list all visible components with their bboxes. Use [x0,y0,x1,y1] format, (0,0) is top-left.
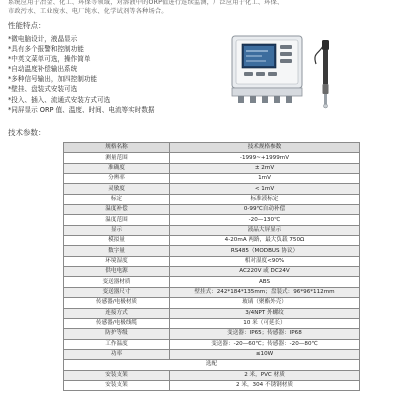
feature-item: *壁挂、盘装式安装可选 [8,85,78,94]
row-value: 相对湿度<90% [170,256,360,266]
row-label: 显示 [64,225,170,235]
row-label: 温度范围 [64,215,170,225]
header-cell: 规格名称 [64,143,170,153]
row-value: 壁挂式：242*184*135mm；盘装式：96*96*112mm [170,287,360,297]
row-value: 玻璃（聚酯外壳） [170,298,360,308]
row-value: 1mV [170,174,360,184]
table-row [64,318,360,328]
table-row [64,205,360,215]
row-value: -1999~+1999mV [170,153,360,163]
table-row [64,308,360,318]
feature-item: *具有多个报警和控制功能 [8,45,84,54]
features-list [8,34,238,115]
feature-item: *微电脑设计，液晶显示 [8,35,78,43]
row-label: 测量范围 [64,153,170,163]
table-row [64,236,360,246]
row-label: 供电电源 [64,267,170,277]
row-label: 数字量 [64,246,170,256]
feature-item: *投入、插入、流通式安装方式可选 [8,95,111,104]
row-value: 4-20mA 两路，最大负载 750Ω [170,236,360,246]
row-label: 标定 [64,194,170,204]
row-value: < 1mV [170,184,360,194]
row-value: ± 2mV [170,163,360,173]
table-row [64,277,360,287]
row-value: 标准液标定 [170,194,360,204]
intro-text [8,0,392,20]
table-row [64,246,360,256]
row-label: 灵敏度 [64,184,170,194]
row-label: 温度补偿 [64,205,170,215]
feature-item: *同屏显示 ORP 值、温度、时间、电流等实时数据 [8,105,155,114]
feature-item: *多种信号输出，加四控制功能 [8,75,98,84]
params-heading: 技术参数： [8,128,46,137]
row-value: AC220V 或 DC24V [170,267,360,277]
row-label: 环境湿度 [64,256,170,266]
table-row [64,287,360,297]
table-row [64,194,360,204]
row-label: 功率 [64,349,170,359]
row-value: 2 米，PVC 材质 [170,370,360,380]
row-label: 传感器/电极线缆 [64,318,170,328]
table-row [64,298,360,308]
row-label: 安装支架 [64,380,170,390]
row-value: 变送器：IP65；传感器：IP68 [170,329,360,339]
row-label: 安装支架 [64,370,170,380]
table-row [64,256,360,266]
row-label: 分辨率 [64,174,170,184]
row-value: RS485（MODBUS 协议） [170,246,360,256]
optional-section-label: 选配 [64,360,360,370]
table-row [64,184,360,194]
features-heading: 性能特点： [8,21,46,30]
table-row [64,370,360,380]
row-value: 0-99℃自动补偿 [170,205,360,215]
intro-line-2: 市政污水、工业废水、电厂纯水、化学试剂等各种场合。 [8,8,168,15]
table-row [64,329,360,339]
row-value: 3/4NPT 外螺纹 [170,308,360,318]
feature-item: *中英文菜单可选，操作简单 [8,55,91,64]
row-value: 10 米（可延长） [170,318,360,328]
row-value: ABS [170,277,360,287]
table-row [64,380,360,390]
row-label: 工作温度 [64,339,170,349]
table-row [64,174,360,184]
row-value: 2 米，304 不锈钢材质 [170,380,360,390]
row-label: 传感器/电极材质 [64,298,170,308]
row-value: -20—130℃ [170,215,360,225]
table-row [64,163,360,173]
table-row [64,215,360,225]
row-label: 变送器材质 [64,277,170,287]
row-value: ≤10W [170,349,360,359]
row-value: 液晶大屏显示 [170,225,360,235]
row-label: 准确度 [64,163,170,173]
row-label: 防护等级 [64,329,170,339]
feature-item: *自动温度补偿输出系统 [8,65,78,74]
table-header-row [64,143,360,153]
intro-line-1: 系统应用于冶金、化工、环保等领域，对溶液中的ORP值进行连续监测，广泛应用于化工、环保、 [8,0,284,6]
row-label: 连接方式 [64,308,170,318]
header-cell: 技术规格参数 [170,143,360,153]
product-image [228,30,352,114]
table-row [64,339,360,349]
spec-table [63,142,360,391]
row-label: 变送器尺寸 [64,287,170,297]
table-row [64,225,360,235]
table-row [64,349,360,359]
row-label: 模拟量 [64,236,170,246]
row-value: 变送器：-20—60℃；传感器：-20—80℃ [170,339,360,349]
table-row [64,267,360,277]
optional-section-row [64,360,360,370]
table-row [64,153,360,163]
